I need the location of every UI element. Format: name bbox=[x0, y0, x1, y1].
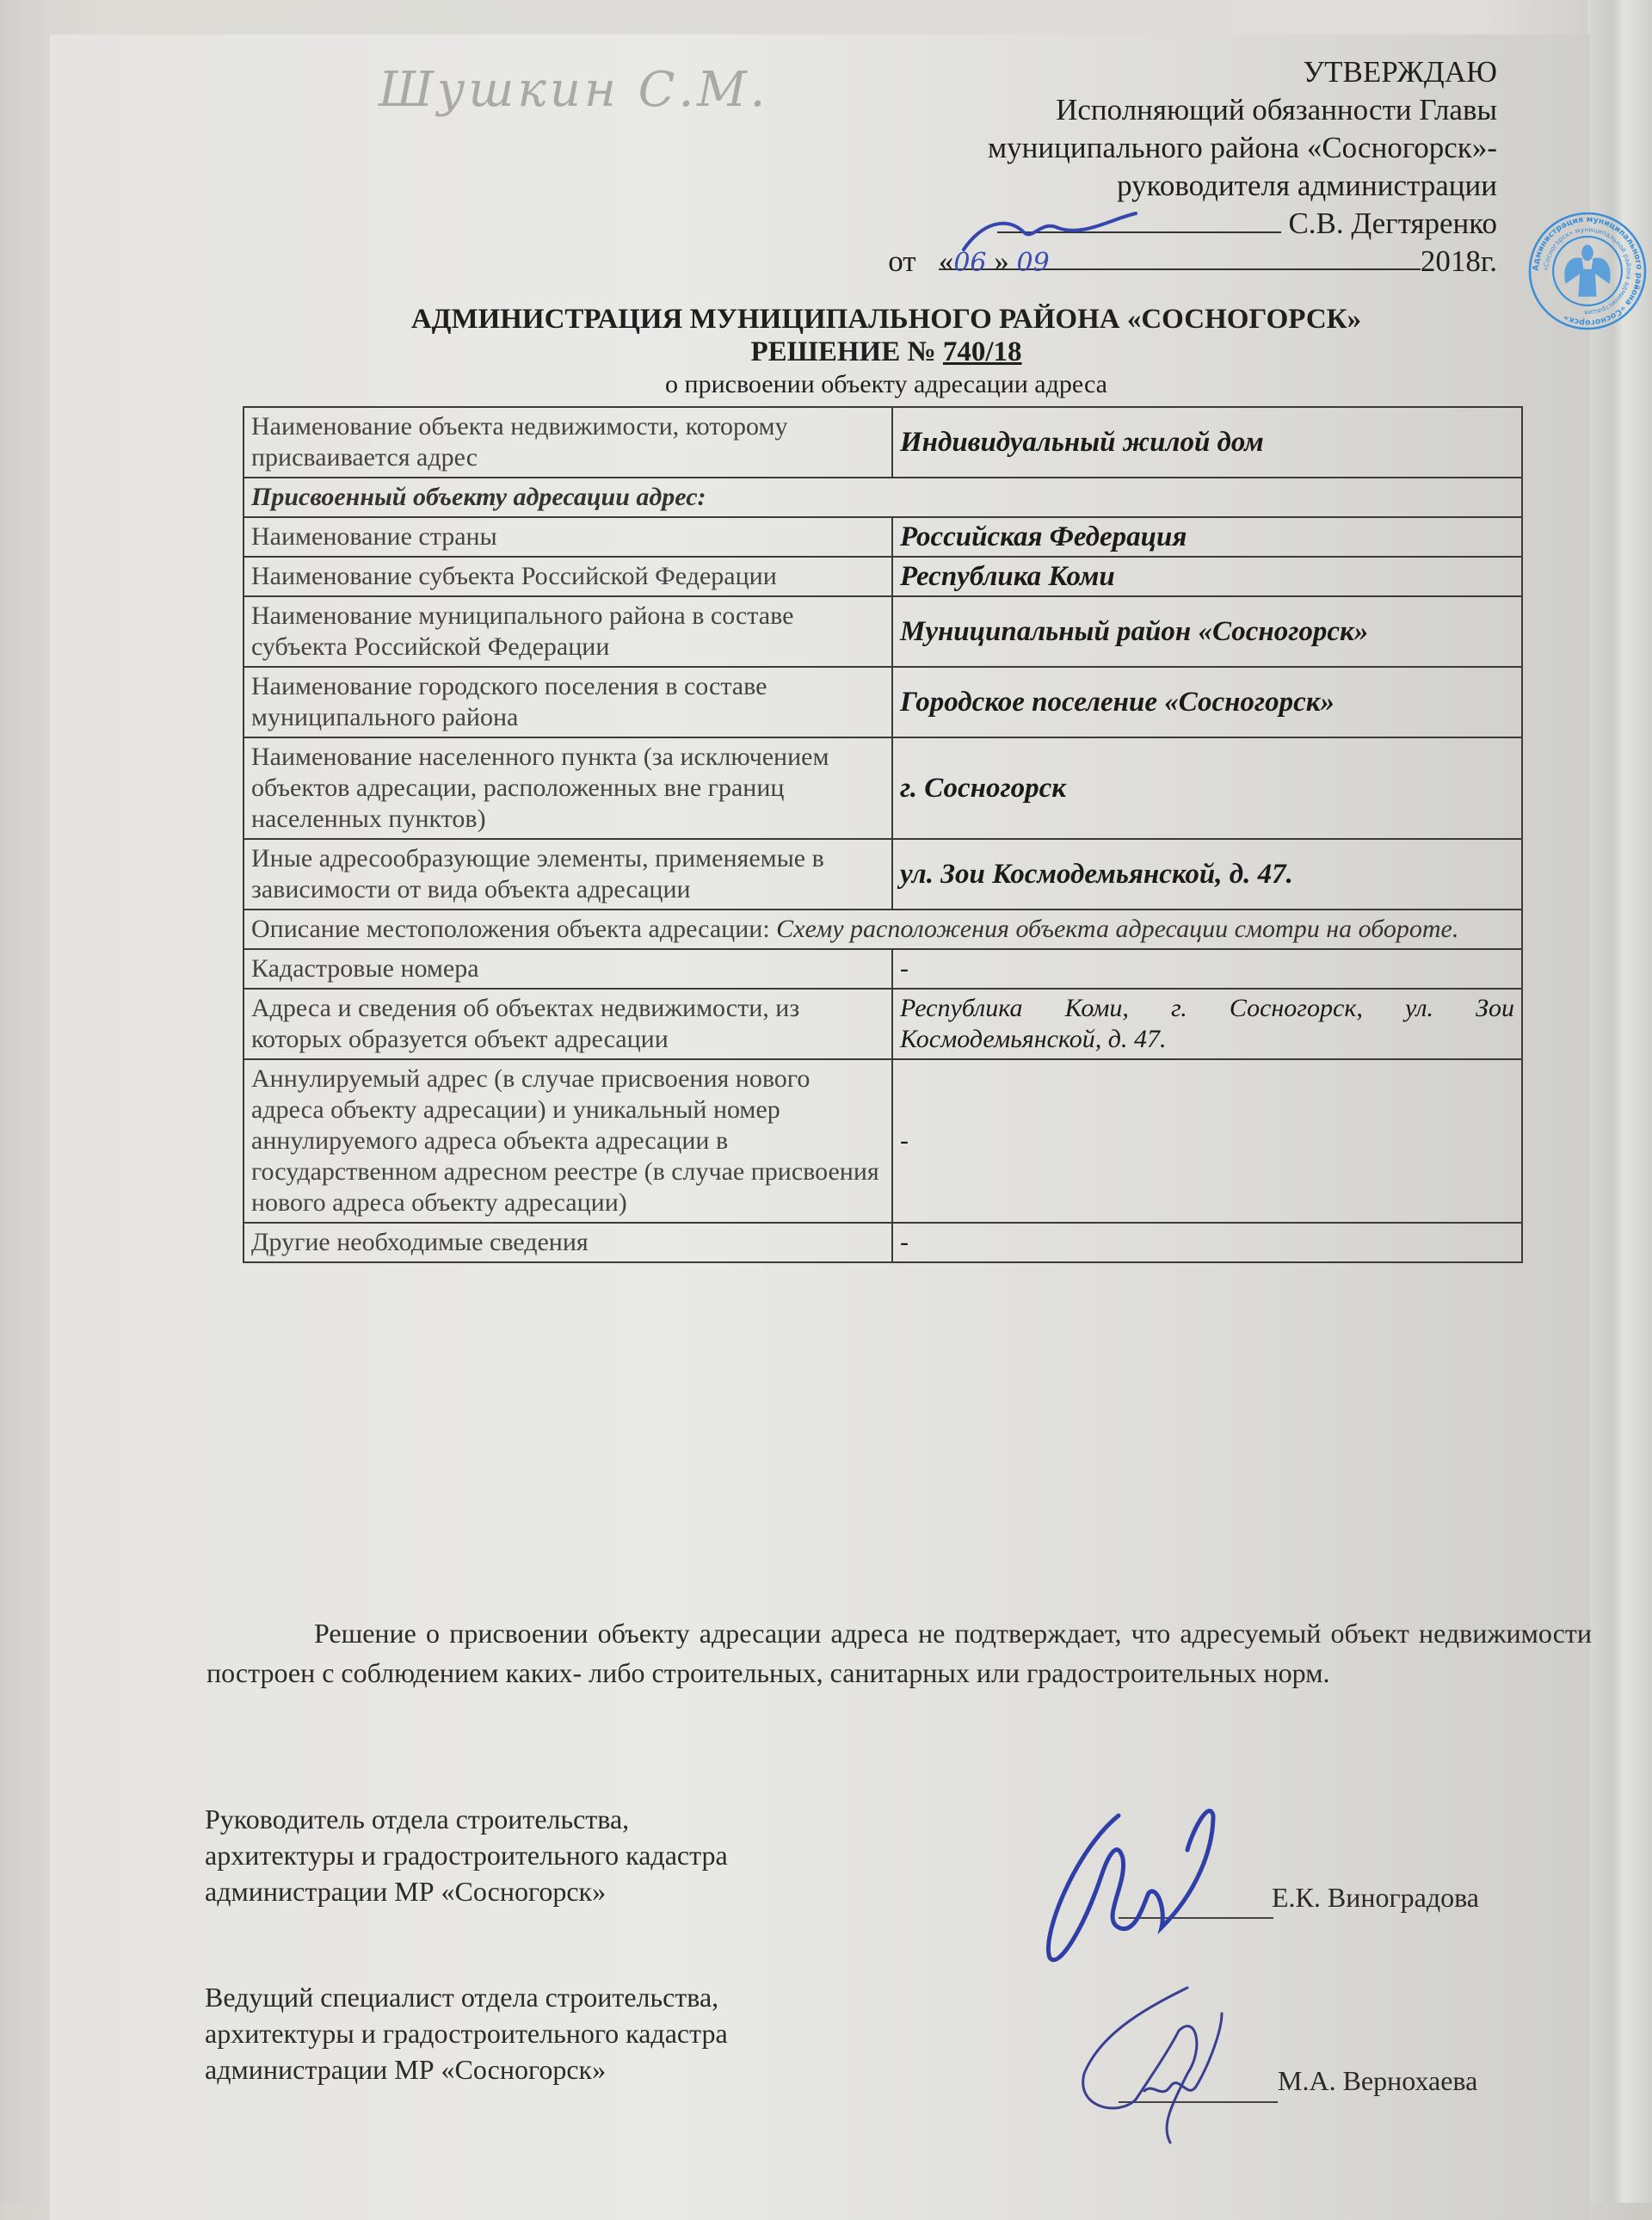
signer-1-name: Е.К. Виноградова bbox=[1272, 1882, 1479, 1913]
row-value: Республика Коми bbox=[892, 557, 1522, 596]
approval-signer-name: С.В. Дегтяренко bbox=[1288, 207, 1497, 240]
signer-2-position bbox=[205, 1979, 728, 2087]
table-row bbox=[243, 839, 1522, 910]
row-label: Наименование муниципального района в составе субъекта Российской Федерации bbox=[243, 596, 892, 667]
annul-value: - bbox=[892, 1059, 1522, 1223]
stamp-bird-emblem-icon bbox=[1564, 244, 1610, 296]
table-row bbox=[243, 949, 1522, 989]
document-heading bbox=[258, 303, 1514, 401]
signer-1-line-2: архитектуры и градостроительного кадастра bbox=[205, 1840, 728, 1871]
signer-2-signature-line bbox=[1119, 2101, 1278, 2103]
stamp-outer-text: Администрация муниципального района «Сосногорск» bbox=[1531, 214, 1644, 328]
approval-line-3: руководителя администрации bbox=[1117, 169, 1497, 202]
address-table bbox=[243, 406, 1523, 1263]
date-open-quote: « bbox=[938, 244, 954, 278]
signer-2-name: М.А. Вернохаева bbox=[1278, 2065, 1478, 2096]
table-row bbox=[243, 989, 1522, 1059]
source-value: Республика Коми, г. Сосногорск, ул. Зои Космодемьянской, д. 47. bbox=[892, 989, 1522, 1059]
date-underline bbox=[938, 243, 1421, 278]
table-row bbox=[243, 910, 1522, 949]
other-label: Другие необходимые сведения bbox=[243, 1223, 892, 1262]
location-cell bbox=[243, 910, 1522, 949]
decision-prefix: РЕШЕНИЕ № bbox=[750, 336, 943, 367]
row-label: Наименование населенного пункта (за исключением объектов адресации, расположенных вне границ населенных пунктов) bbox=[243, 737, 892, 839]
approval-signature-line bbox=[997, 206, 1281, 233]
row-label: Наименование страны bbox=[243, 517, 892, 557]
signer-2-line-3: администрации МР «Сосногорск» bbox=[205, 2054, 607, 2085]
decision-title bbox=[258, 336, 1514, 368]
signer-1-position bbox=[205, 1801, 728, 1909]
location-value: Схему расположения объекта адресации смотри на обороте. bbox=[776, 915, 1459, 943]
signer-2-line-1: Ведущий специалист отдела строительства, bbox=[205, 1982, 719, 2013]
table-section-row bbox=[243, 478, 1522, 517]
signer-1-line-1: Руководитель отдела строительства, bbox=[205, 1804, 630, 1835]
location-label: Описание местоположения объекта адресации: bbox=[251, 915, 777, 943]
annul-label: Аннулируемый адрес (в случае присвоения нового адреса объекту адресации) и уникальный номер аннулируемого адреса объекта адресации в государственном адресном реестре (в случае присвоения нового адреса объекту адресации) bbox=[243, 1059, 892, 1223]
approval-signer-row bbox=[792, 205, 1497, 243]
date-year: 2018г. bbox=[1420, 244, 1497, 278]
row-label: Иные адресообразующие элементы, применяемые в зависимости от вида объекта адресации bbox=[243, 839, 892, 910]
disclaimer-text: Решение о присвоении объекту адресации адреса не подтверждает, что адресуемый объект недвижимости построен с соблюдением каких- либо строительных, санитарных или градостроительных норм. bbox=[206, 1618, 1592, 1688]
signer-1-signature-line bbox=[1119, 1917, 1273, 1919]
date-close-quote: » bbox=[994, 244, 1009, 278]
row-label: Наименование субъекта Российской Федерации bbox=[243, 557, 892, 596]
object-value: Индивидуальный жилой дом bbox=[892, 407, 1522, 478]
row-label: Наименование городского поселения в составе муниципального района bbox=[243, 667, 892, 737]
cadastral-value: - bbox=[892, 949, 1522, 989]
other-value: - bbox=[892, 1223, 1522, 1262]
signer-1-line-3: администрации МР «Сосногорск» bbox=[205, 1876, 607, 1907]
approval-title: УТВЕРЖДАЮ bbox=[1303, 55, 1497, 89]
decision-subject: о присвоении объекту адресации адреса bbox=[665, 370, 1107, 398]
stamp-inner-text: «Сосногорск» муниципальной района администрация bbox=[1542, 225, 1633, 317]
background-sheet-left bbox=[0, 0, 52, 2203]
approval-block bbox=[792, 53, 1497, 281]
row-value: г. Сосногорск bbox=[892, 737, 1522, 839]
row-value: ул. Зои Космодемьянской, д. 47. bbox=[892, 839, 1522, 910]
approval-line-2: муниципального района «Сосногорск»- bbox=[988, 131, 1497, 164]
organization-title: АДМИНИСТРАЦИЯ МУНИЦИПАЛЬНОГО РАЙОНА «СОСНОГОРСК» bbox=[410, 304, 1362, 335]
table-row bbox=[243, 596, 1522, 667]
row-value: Городское поселение «Сосногорск» bbox=[892, 667, 1522, 737]
pencil-note: Шушкин С.М. bbox=[379, 62, 769, 118]
table-row bbox=[243, 1223, 1522, 1262]
source-label: Адреса и сведения об объектах недвижимости, из которых образуется объект адресации bbox=[243, 989, 892, 1059]
date-prefix: от bbox=[888, 244, 916, 278]
decision-number: 740/18 bbox=[942, 336, 1022, 367]
approval-line-1: Исполняющий обязанности Главы bbox=[1056, 93, 1497, 126]
table-row bbox=[243, 667, 1522, 737]
table-row bbox=[243, 407, 1522, 478]
official-stamp bbox=[1527, 211, 1648, 331]
signer-2-line-2: архитектуры и градостроительного кадастра bbox=[205, 2018, 728, 2049]
table-row bbox=[243, 557, 1522, 596]
table-row bbox=[243, 1059, 1522, 1223]
date-month: 09 bbox=[1016, 248, 1050, 278]
table-row bbox=[243, 517, 1522, 557]
disclaimer-paragraph bbox=[206, 1613, 1592, 1693]
row-value: Муниципальный район «Сосногорск» bbox=[892, 596, 1522, 667]
cadastral-label: Кадастровые номера bbox=[243, 949, 892, 989]
object-label: Наименование объекта недвижимости, которому присваивается адрес bbox=[243, 407, 892, 478]
date-day: 06 bbox=[953, 248, 987, 278]
section-title: Присвоенный объекту адресации адрес: bbox=[243, 478, 1522, 517]
table-row bbox=[243, 737, 1522, 839]
approval-date-row bbox=[792, 243, 1497, 281]
row-value: Российская Федерация bbox=[892, 517, 1522, 557]
